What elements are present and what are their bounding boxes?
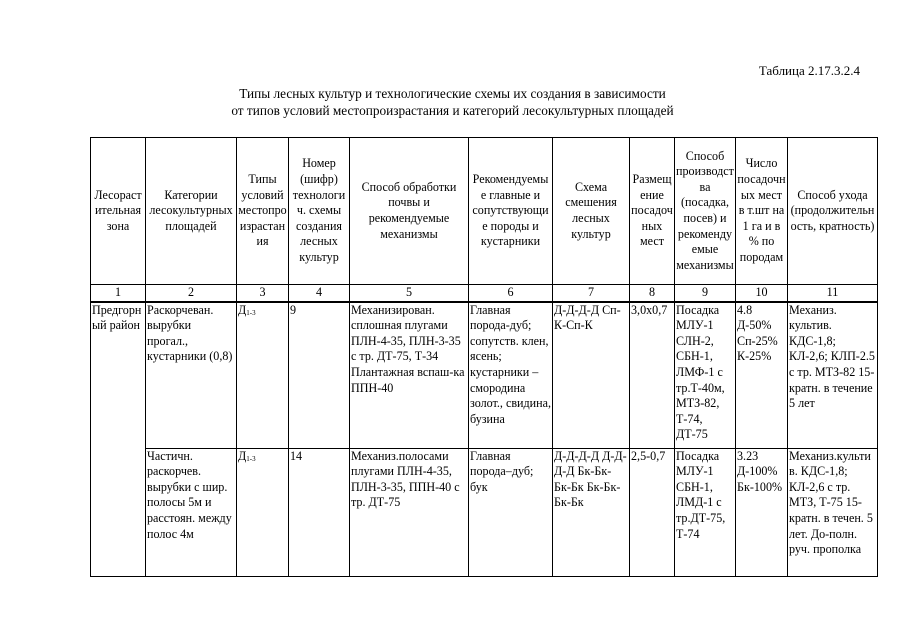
site-type-cell <box>237 448 289 576</box>
site-type-cell <box>237 302 289 449</box>
planting-method-cell: Посадка МЛУ-1 СБН-1, ЛМД-1 с тр.ДТ-75, Т-74 <box>675 448 736 576</box>
forest-cultures-table <box>90 137 878 577</box>
table-row <box>91 448 878 576</box>
site-type: Д <box>238 302 247 317</box>
column-number: 1 <box>91 285 146 302</box>
header-cell: Типы условий местопроизрастания <box>237 138 289 285</box>
header-cell: Способ ухода (продолжительность, кратность) <box>788 138 878 285</box>
density-cell: 4.8 Д-50% Сп-25% К-25% <box>736 302 788 449</box>
species-cell: Главная порода–дуб; бук <box>469 448 553 576</box>
title-line-1: Типы лесных культур и технологические схемы их создания в зависимости <box>239 86 666 101</box>
spacing-cell: 2,5-0,7 <box>630 448 675 576</box>
scheme-number-cell: 9 <box>289 302 350 449</box>
site-type-subscript: 1-3 <box>246 454 256 463</box>
header-cell: Способ обработки почвы и рекомендуемые механизмы <box>350 138 469 285</box>
column-number-row <box>91 285 878 302</box>
table-title <box>0 85 905 119</box>
column-number: 6 <box>469 285 553 302</box>
column-number: 4 <box>289 285 350 302</box>
header-row <box>91 138 878 285</box>
column-number: 10 <box>736 285 788 302</box>
table-row <box>91 302 878 449</box>
column-number: 8 <box>630 285 675 302</box>
site-type-subscript: 1-3 <box>246 308 256 317</box>
mixing-scheme-cell: Д-Д-Д-Д Д-Д-Д-Д Бк-Бк-Бк-Бк Бк-Бк-Бк-Бк <box>553 448 630 576</box>
care-method-cell: Механиз. культив. КДС-1,8; КЛ-2,6; КЛП-2.5 с тр. МТЗ-82 15-кратн. в течение 5 лет <box>788 302 878 449</box>
density-cell: 3.23 Д-100% Бк-100% <box>736 448 788 576</box>
column-number: 11 <box>788 285 878 302</box>
header-cell: Способ производства (посадка, посев) и рекомендуемые механизмы <box>675 138 736 285</box>
category-cell: Раскорчеван. вырубки прогал., кустарники (0,8) <box>146 302 237 449</box>
header-cell: Размещение посадочных мест <box>630 138 675 285</box>
header-cell: Лесорастительная зона <box>91 138 146 285</box>
header-cell: Категории лесокультурных площадей <box>146 138 237 285</box>
soil-treatment-cell: Механизирован. сплошная плугами ПЛН-4-35, ПЛН-3-35 с тр. ДТ-75, Т-34 Плантажная вспаш-ка ППН-40 <box>350 302 469 449</box>
soil-treatment-cell: Механиз.полосами плугами ПЛН-4-35, ПЛН-3-35, ППН-40 с тр. ДТ-75 <box>350 448 469 576</box>
zone-cell <box>91 448 146 576</box>
column-number: 9 <box>675 285 736 302</box>
mixing-scheme-cell: Д-Д-Д-Д Сп-К-Сп-К <box>553 302 630 449</box>
column-number: 3 <box>237 285 289 302</box>
zone-cell: Предгорный район <box>91 302 146 449</box>
category-cell: Частичн. раскорчев. вырубки с шир. полосы 5м и расстоян. между полос 4м <box>146 448 237 576</box>
header-cell: Рекомендуемые главные и сопутствующие породы и кустарники <box>469 138 553 285</box>
spacing-cell: 3,0х0,7 <box>630 302 675 449</box>
column-number: 5 <box>350 285 469 302</box>
planting-method-cell: Посадка МЛУ-1 СЛН-2, СБН-1, ЛМФ-1 с тр.Т-40м, МТЗ-82, Т-74, ДТ-75 <box>675 302 736 449</box>
title-line-2: от типов условий местопроизрастания и категорий лесокультурных площадей <box>231 103 674 118</box>
header-cell: Схема смешения лесных культур <box>553 138 630 285</box>
species-cell: Главная порода-дуб; сопутств. клен, ясень; кустарники – смородина золот., свидина, бузина <box>469 302 553 449</box>
header-cell: Номер (шифр) технологич. схемы создания лесных культур <box>289 138 350 285</box>
column-number: 7 <box>553 285 630 302</box>
scheme-number-cell: 14 <box>289 448 350 576</box>
care-method-cell: Механиз.культив. КДС-1,8; КЛ-2,6 с тр. МТЗ, Т-75 15-кратн. в течен. 5 лет. До-полн. руч. прополка <box>788 448 878 576</box>
table-number: Таблица 2.17.3.2.4 <box>758 63 860 78</box>
site-type: Д <box>238 448 247 463</box>
column-number: 2 <box>146 285 237 302</box>
header-cell: Число посадочных мест в т.шт на 1 га и в % по породам <box>736 138 788 285</box>
